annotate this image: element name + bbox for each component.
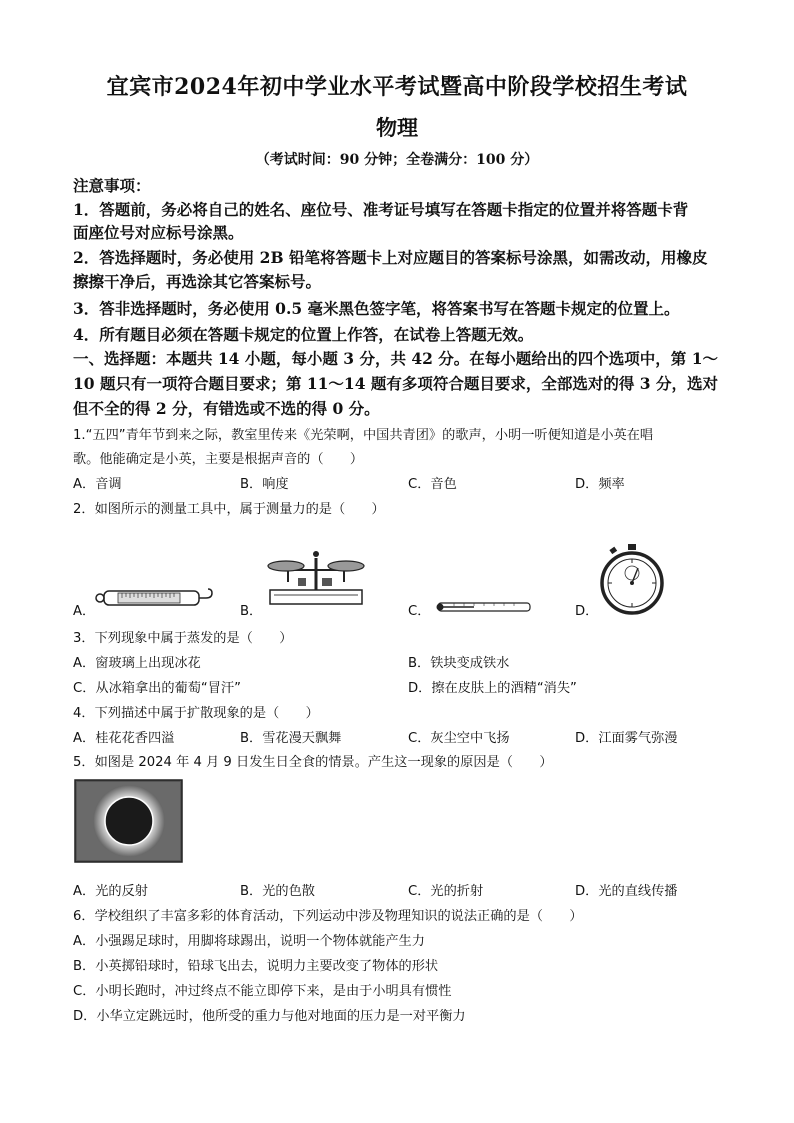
exam-title: 宜宾市2024年初中学业水平考试暨高中阶段学校招生考试	[106, 74, 688, 100]
option-c: C．从冰箱拿出的葡萄“冒汗”	[73, 681, 241, 696]
notes-heading: 注意事项：	[73, 176, 151, 195]
question-stem: 歌。他能确定是小英，主要是根据声音的（ ）	[73, 452, 364, 467]
notes-line: 3．答非选择题时，务必使用 0.5 毫米黑色签字笔，将答案书写在答题卡规定的位置上。	[73, 299, 680, 318]
subject-title: 物理	[376, 115, 418, 140]
notes-line: 4．所有题目必须在答题卡规定的位置上作答，在试卷上答题无效。	[73, 325, 534, 344]
thermometer-figure	[434, 600, 532, 614]
option-b: B．铁块变成铁水	[408, 656, 510, 671]
option-a: A．窗玻璃上出现冰花	[73, 656, 201, 671]
exam-info: （考试时间：90 分钟；全卷满分：100 分）	[255, 152, 539, 168]
option-c: C．音色	[408, 477, 457, 492]
option-c: C．光的折射	[408, 884, 484, 899]
option-b: B．雪花漫天飘舞	[240, 731, 342, 746]
option-b: B．响度	[240, 477, 289, 492]
option-b: B．小英掷铅球时，铅球飞出去，说明力主要改变了物体的形状	[73, 959, 439, 974]
question-stem: 2．如图所示的测量工具中，属于测量力的是（ ）	[73, 502, 385, 517]
stopwatch-figure	[598, 540, 666, 616]
question-stem: 3．下列现象中属于蒸发的是（ ）	[73, 631, 293, 646]
option-a: A．音调	[73, 477, 122, 492]
option-a: A．小强踢足球时，用脚将球踢出，说明一个物体就能产生力	[73, 934, 425, 949]
solar-eclipse-figure	[75, 780, 182, 862]
notes-line: 擦擦干净后，再选涂其它答案标号。	[73, 272, 322, 291]
option-a: A．光的反射	[73, 884, 148, 899]
question-stem: 1.“五四”青年节到来之际，教室里传来《光荣啊，中国共青团》的歌声，小明一听便知道是小英在唱	[73, 428, 654, 443]
option-c: C．小明长跑时，冲过终点不能立即停下来，是由于小明具有惯性	[73, 984, 452, 999]
section-instructions: 但不全的得 2 分，有错选或不选的得 0 分。	[73, 399, 380, 418]
notes-line: 面座位号对应标号涂黑。	[73, 223, 244, 242]
spring-scale-figure	[96, 585, 216, 615]
balance-scale-figure	[262, 548, 370, 610]
option-a: A．桂花花香四溢	[73, 731, 175, 746]
question-stem: 4．下列描述中属于扩散现象的是（ ）	[73, 706, 319, 721]
notes-line: 2．答选择题时，务必使用 2B 铅笔将答题卡上对应题目的答案标号涂黑，如需改动，用橡皮	[73, 248, 708, 267]
option-c: C．	[408, 604, 431, 619]
section-instructions: 10 题只有一项符合题目要求；第 11～14 题有多项符合题目要求，全部选对的得 3 分，选对	[73, 374, 718, 393]
option-d: D．	[575, 604, 599, 619]
option-d: D．频率	[575, 477, 625, 492]
option-d: D．小华立定跳远时，他所受的重力与他对地面的压力是一对平衡力	[73, 1009, 466, 1024]
option-d: D．江面雾气弥漫	[575, 731, 678, 746]
option-c: C．灰尘空中飞扬	[408, 731, 510, 746]
notes-line: 1．答题前，务必将自己的姓名、座位号、准考证号填写在答题卡指定的位置并将答题卡背	[73, 200, 689, 219]
question-stem: 5．如图是 2024 年 4 月 9 日发生日全食的情景。产生这一现象的原因是（ ）	[73, 755, 553, 770]
option-d: D．光的直线传播	[575, 884, 678, 899]
option-b: B．	[240, 604, 263, 619]
option-b: B．光的色散	[240, 884, 315, 899]
question-stem: 6．学校组织了丰富多彩的体育活动，下列运动中涉及物理知识的说法正确的是（ ）	[73, 909, 583, 924]
option-a: A．	[73, 604, 96, 619]
section-instructions: 一、选择题：本题共 14 小题，每小题 3 分，共 42 分。在每小题给出的四个选项中，第 1～	[73, 349, 718, 368]
option-d: D．擦在皮肤上的酒精“消失”	[408, 681, 577, 696]
